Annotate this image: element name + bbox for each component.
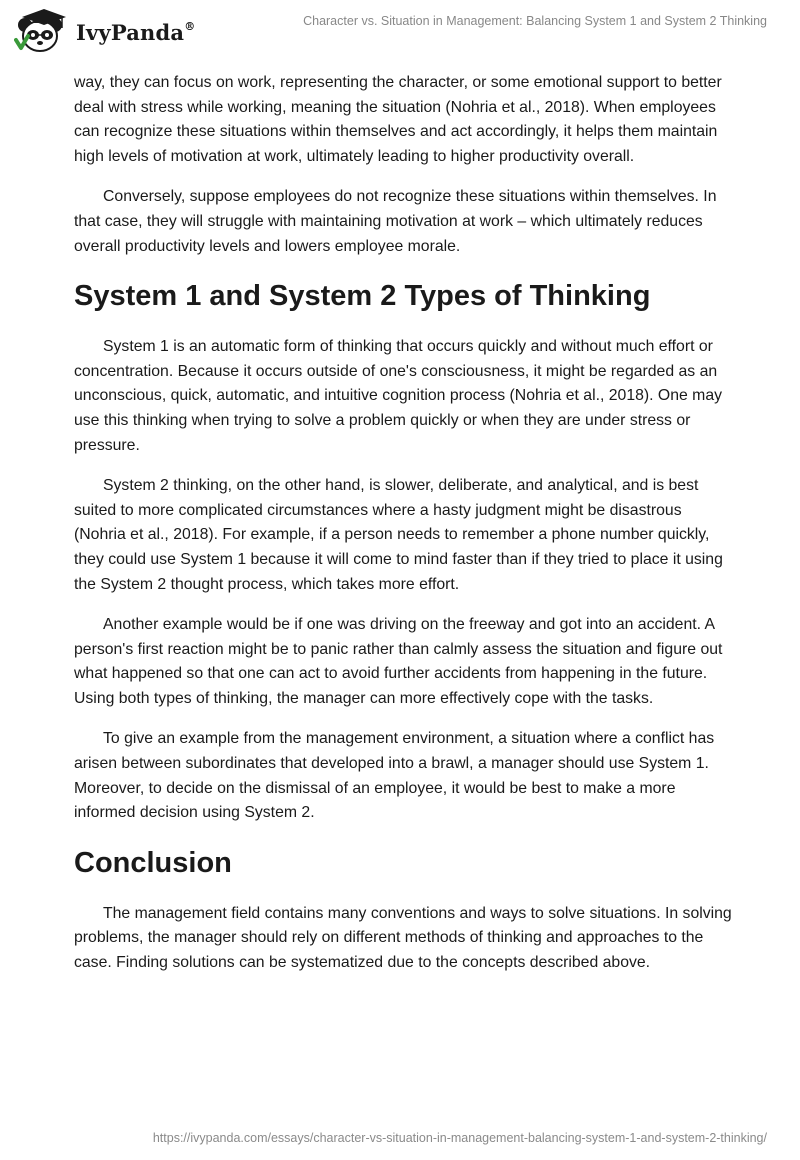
paragraph-conclusion: The management field contains many conventions and ways to solve situations. In solving problems, the manager should rely on different methods of thinking and approaches to the case. Finding solutions can be systematized due to the concepts described above.	[74, 904, 732, 972]
registered-mark: ®	[184, 20, 196, 33]
paragraph-conversely: Conversely, suppose employees do not recognize these situations within themselves. In that case, they will struggle with maintaining motivation at work – which ultimately reduces overall productivity levels and lowers employee morale.	[74, 188, 717, 255]
section-heading-system-thinking: System 1 and System 2 Types of Thinking	[74, 280, 651, 313]
paragraph-system-1: System 1 is an automatic form of thinking that occurs quickly and without much effort or concentration. Because it occurs outside of one's consciousness, it might be regarded as an unconscious, quick, automatic, and intuitive cognition process (Nohria et al., 2018). One may use this thinking when trying to solve a problem quickly or when they are under stress or pressure.	[74, 338, 723, 454]
essay-body	[74, 71, 734, 992]
paragraph-management-example: To give an example from the management environment, a situation where a conflict has arisen between subordinates that developed into a brawl, a manager should use System 1. Moreover, to decide on the dismissal of an employee, it would be best to make a more informed decision using System 2.	[74, 730, 715, 822]
panda-graduate-icon[interactable]	[14, 8, 70, 54]
document-title: Character vs. Situation in Management: Balancing System 1 and System 2 Thinking	[303, 14, 767, 28]
intro-paragraph: way, they can focus on work, representing the character, or some emotional support to better deal with stress while working, meaning the situation (Nohria et al., 2018). When employees can recognize these situations within themselves and act accordingly, it helps them maintain high levels of motivation at work, ultimately leading to higher productivity overall.	[74, 74, 722, 165]
brand-name[interactable]	[76, 20, 195, 45]
page-header	[0, 0, 800, 70]
brand-name-text: IvyPanda	[76, 20, 185, 45]
section-heading-conclusion: Conclusion	[74, 846, 232, 879]
source-url-link[interactable]: https://ivypanda.com/essays/character-vs-situation-in-management-balancing-system-1-and-system-2-thinking/	[152, 1131, 767, 1145]
paragraph-system-2: System 2 thinking, on the other hand, is slower, deliberate, and analytical, and is best suited to more complicated circumstances where a hasty judgment might be disastrous (Nohria et al., 2018). For example, if a person needs to remember a phone number quickly, they could use System 1 because it will come to mind faster than if they tried to place it using the System 2 thought process, which takes more effort.	[74, 477, 723, 593]
paragraph-driving-example: Another example would be if one was driving on the freeway and got into an accident. A person's first reaction might be to panic rather than calmly assess the situation and figure out what happened so that one can act to avoid further accidents from happening in the future. Using both types of thinking, the manager can more effectively cope with the tasks.	[74, 616, 723, 707]
